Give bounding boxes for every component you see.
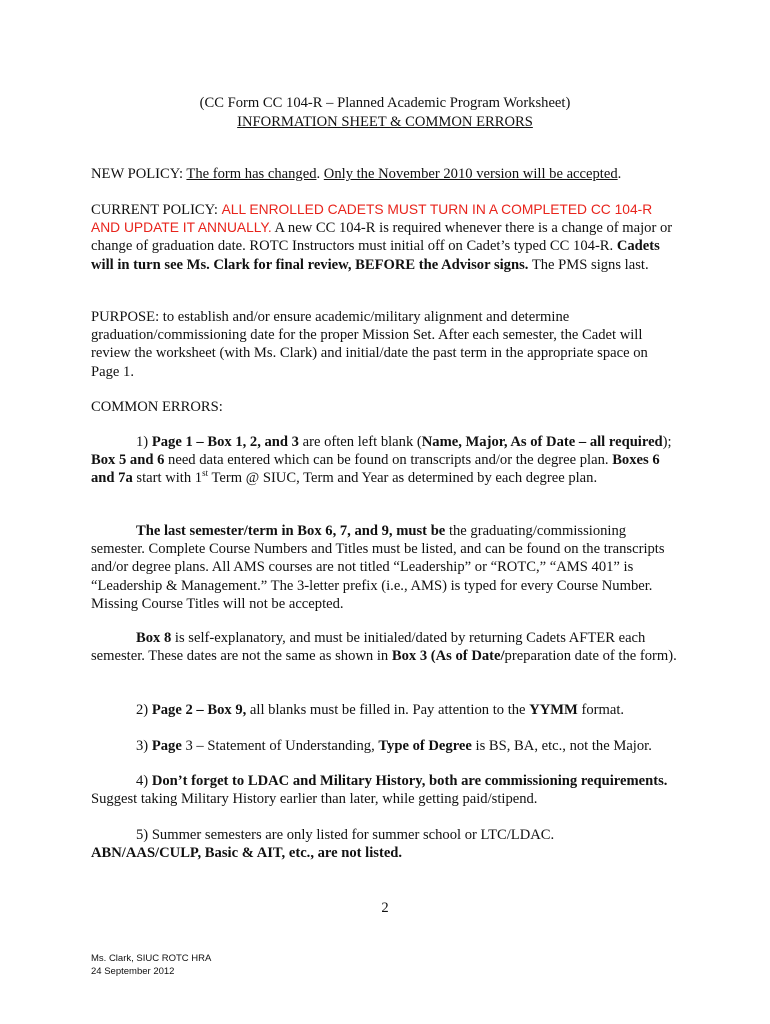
item-4-bold: Don’t forget to LDAC and Military History, both are commissioning requirements. [151, 773, 668, 789]
new-policy-sep: . [316, 166, 324, 182]
item-1-bold-4: Boxes 6 and 7a [91, 452, 660, 487]
sheet-title-line: INFORMATION SHEET & COMMON ERRORS [237, 114, 533, 130]
new-policy-part1: The form has changed [186, 166, 317, 182]
item-1-text-2: ); [662, 434, 672, 450]
item-4-text: Suggest taking Military History earlier than later, while getting paid/stipend. [91, 791, 538, 808]
item-3-number: 3) [136, 738, 152, 754]
item-3-text-2: is BS, BA, etc., not the Major. [471, 738, 652, 754]
sheet-title [0, 113, 770, 131]
item-1-number: 1) [136, 434, 152, 450]
item-1-paragraph [91, 433, 679, 488]
item-5-text: Summer semesters are only listed for summer school or LTC/LDAC. [151, 827, 555, 843]
item-3-paragraph [91, 737, 679, 755]
item-1b-text: the graduating/commissioning semester. Complete Course Numbers and Titles must be listed, and can be found on the transcripts and/or degree plans. All AMS courses are not titled “Leadership” or “ROTC,” “AMS 401” is “Leadership & Management.” The 3-letter prefix (i.e., AMS) is typed for every Course Number. Missing Course Titles will not be accepted. [91, 523, 665, 612]
item-5-first-line [91, 827, 554, 843]
footer [91, 953, 211, 978]
item-1-last-term-paragraph [91, 522, 679, 613]
purpose-paragraph [91, 308, 679, 381]
current-policy-paragraph [91, 201, 679, 274]
footer-author: Ms. Clark, SIUC ROTC HRA [91, 953, 212, 964]
item-1c-bold-2: Box 3 (As of Date/ [391, 648, 505, 665]
item-4-paragraph [91, 772, 679, 808]
item-1-text-3: need data entered which can be found on transcripts and/or the degree plan. [164, 452, 613, 469]
page-number [0, 899, 770, 917]
item-3-text-1: 3 – Statement of Understanding, [181, 738, 379, 754]
current-policy-text1: A new CC 104-R is required whenever there is a change of major or change of graduation date. ROTC Instructors must initial off on Cadet’s typed CC 104-R. [91, 220, 673, 255]
item-2-text-1: all blanks must be filled in. Pay attention to the [246, 702, 530, 718]
form-title-line: (CC Form CC 104-R – Planned Academic Program Worksheet) [199, 95, 571, 111]
page-number-text: 2 [381, 900, 389, 916]
new-policy-end: . [617, 166, 622, 182]
item-1-box8-paragraph [91, 629, 679, 665]
item-1b-bold: The last semester/term in Box 6, 7, and 9, must be [136, 523, 446, 539]
common-errors-heading-text: COMMON ERRORS: [91, 399, 223, 415]
item-1c-bold-1: Box 8 [136, 630, 172, 646]
item-1-bold-1: Page 1 – Box 1, 2, and 3 [151, 434, 299, 450]
item-1-text-5: Term @ SIUC, Term and Year as determined by each degree plan. [208, 470, 598, 487]
item-3-bold-2: Type of Degree [378, 738, 472, 754]
item-2-paragraph [91, 701, 679, 719]
item-2-text-2: format. [577, 702, 625, 718]
new-policy-label: NEW POLICY: [91, 166, 187, 182]
item-1-text-1: are often left blank ( [298, 434, 422, 450]
item-4-number: 4) [136, 773, 152, 789]
item-5-paragraph [91, 826, 679, 862]
item-5-number: 5) [136, 827, 152, 843]
item-2-bold-1: Page 2 – Box 9, [151, 702, 247, 718]
item-1c-text-2: preparation date of the form). [504, 648, 677, 665]
current-policy-text2: The PMS signs last. [528, 256, 649, 273]
new-policy-paragraph [91, 165, 679, 183]
form-title [0, 94, 770, 112]
item-1-text-4: start with 1 [132, 470, 203, 487]
current-policy-bold: Cadets will in turn see Ms. Clark for final review, BEFORE the Advisor signs. [91, 238, 660, 273]
item-3-bold-1: Page [151, 738, 182, 754]
new-policy-part2: Only the November 2010 version will be accepted [323, 166, 618, 182]
item-2-number: 2) [136, 702, 152, 718]
item-1c-text-1: is self-explanatory, and must be initialed/dated by returning Cadets AFTER each semester. These dates are not the same as shown in [91, 630, 646, 665]
purpose-text: PURPOSE: to establish and/or ensure academic/military alignment and determine graduation/commissioning date for the proper Mission Set. After each semester, the Cadet will review the worksheet (with Ms. Clark) and initial/date the past term in the appropriate space on Page 1. [91, 309, 648, 380]
common-errors-heading [91, 398, 679, 416]
item-5-bold: ABN/AAS/CULP, Basic & AIT, etc., are not listed. [91, 845, 403, 862]
item-1-bold-3: Box 5 and 6 [91, 452, 165, 469]
current-policy-red-text: ALL ENROLLED CADETS MUST TURN IN A COMPLETED CC 104-R AND UPDATE IT ANNUALLY. [91, 202, 653, 236]
item-1-bold-2: Name, Major, As of Date – all required [421, 434, 663, 450]
item-1-superscript: st [202, 468, 209, 479]
current-policy-label: CURRENT POLICY: [91, 202, 222, 218]
item-2-bold-2: YYMM [529, 702, 578, 718]
footer-date: 24 September 2012 [91, 965, 175, 977]
